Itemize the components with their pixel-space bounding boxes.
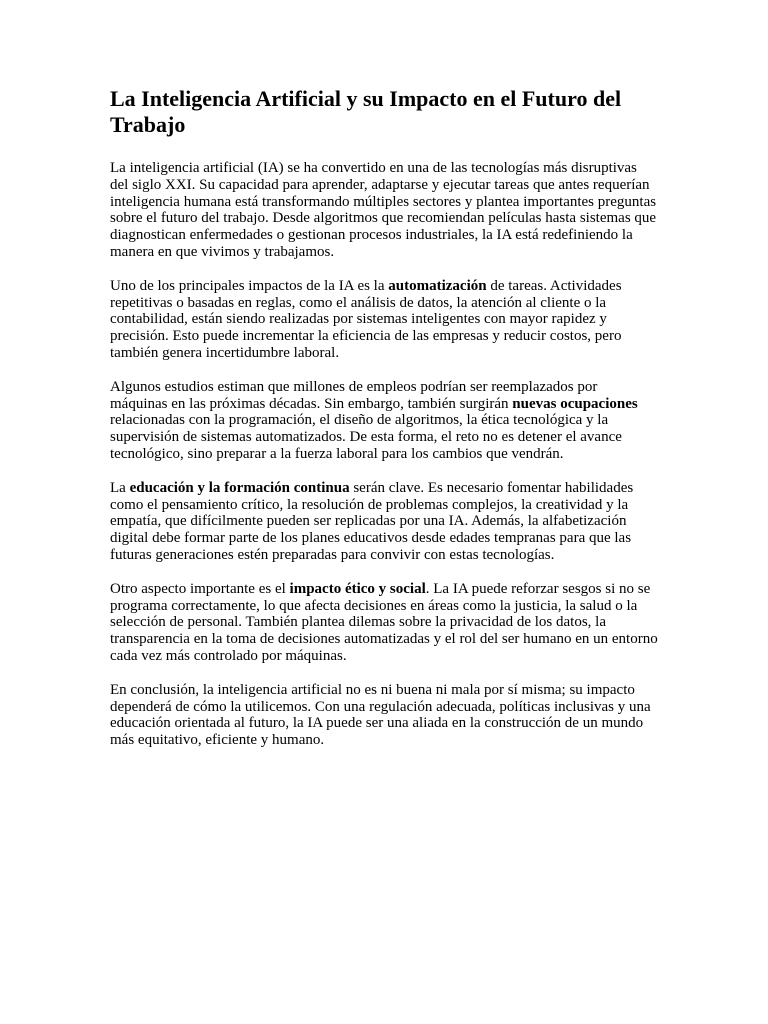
paragraph-nuevas-ocupaciones — [110, 379, 658, 463]
paragraph-educacion — [110, 480, 658, 564]
emphasis-automatizacion: automatización — [388, 277, 487, 294]
document-page — [110, 86, 658, 766]
paragraph-text: . La IA puede reforzar sesgos si no se programa correctamente, lo que afecta decisiones en áreas como la justicia, la salud o la selección de personal. También plantea dilemas sobre la privacidad de los datos, la transparencia en la toma de decisiones automatizadas y el rol del ser humano en un entorno cada vez más controlado por máquinas. — [110, 580, 658, 664]
paragraph-text: serán clave. Es necesario fomentar habilidades como el pensamiento crítico, la resolución de problemas complejos, la creatividad y la empatía, que difícilmente pueden ser replicadas por una IA. Además, la alfabetización digital debe formar parte de los planes educativos desde edades tempranas para que las futuras generaciones estén preparadas para convivir con estas tecnologías. — [110, 479, 634, 563]
paragraph-impacto-etico — [110, 581, 658, 665]
emphasis-nuevas-ocupaciones: nuevas ocupaciones — [512, 395, 638, 412]
paragraph-text: La — [110, 479, 130, 496]
paragraph-text: La inteligencia artificial (IA) se ha convertido en una de las tecnologías más disruptivas del siglo XXI. Su capacidad para aprender, adaptarse y ejecutar tareas que antes requerían inteligencia humana está transformando múltiples sectores y plantea importantes preguntas sobre el futuro del trabajo. Desde algoritmos que recomiendan películas hasta sistemas que diagnostican enfermedades o gestionan procesos industriales, la IA está redefiniendo la manera en que vivimos y trabajamos. — [110, 160, 657, 260]
paragraph-text: de tareas. Actividades repetitivas o basadas en reglas, como el análisis de datos, la atención al cliente o la contabilidad, están siendo realizadas por sistemas inteligentes con mayor rapidez y precisión. Esto puede incrementar la eficiencia de las empresas y reducir costos, pero también genera incertidumbre laboral. — [110, 277, 622, 361]
emphasis-impacto-etico: impacto ético y social — [289, 580, 426, 597]
paragraph-text: relacionadas con la programación, el diseño de algoritmos, la ética tecnológica y la supervisión de sistemas automatizados. De esta forma, el reto no es detener el avance tecnológico, sino preparar a la fuerza laboral para los cambios que vendrán. — [110, 412, 622, 462]
paragraph-text: Uno de los principales impactos de la IA es la — [110, 277, 389, 294]
paragraph-text: Algunos estudios estiman que millones de empleos podrían ser reemplazados por máquinas en las próximas décadas. Sin embargo, también surgirán — [110, 378, 598, 412]
document-title: La Inteligencia Artificial y su Impacto en el Futuro del Trabajo — [110, 86, 622, 137]
paragraph-text: Otro aspecto importante es el — [110, 580, 290, 597]
emphasis-educacion: educación y la formación continua — [129, 479, 350, 496]
paragraph-text: En conclusión, la inteligencia artificial no es ni buena ni mala por sí misma; su impacto dependerá de cómo la utilicemos. Con una regulación adecuada, políticas inclusivas y una educación orientada al futuro, la IA puede ser una aliada en la construcción de un mundo más equitativo, eficiente y humano. — [110, 681, 651, 749]
paragraph-automatizacion — [110, 278, 658, 362]
paragraph-conclusion — [110, 682, 658, 749]
paragraph-intro — [110, 160, 658, 261]
